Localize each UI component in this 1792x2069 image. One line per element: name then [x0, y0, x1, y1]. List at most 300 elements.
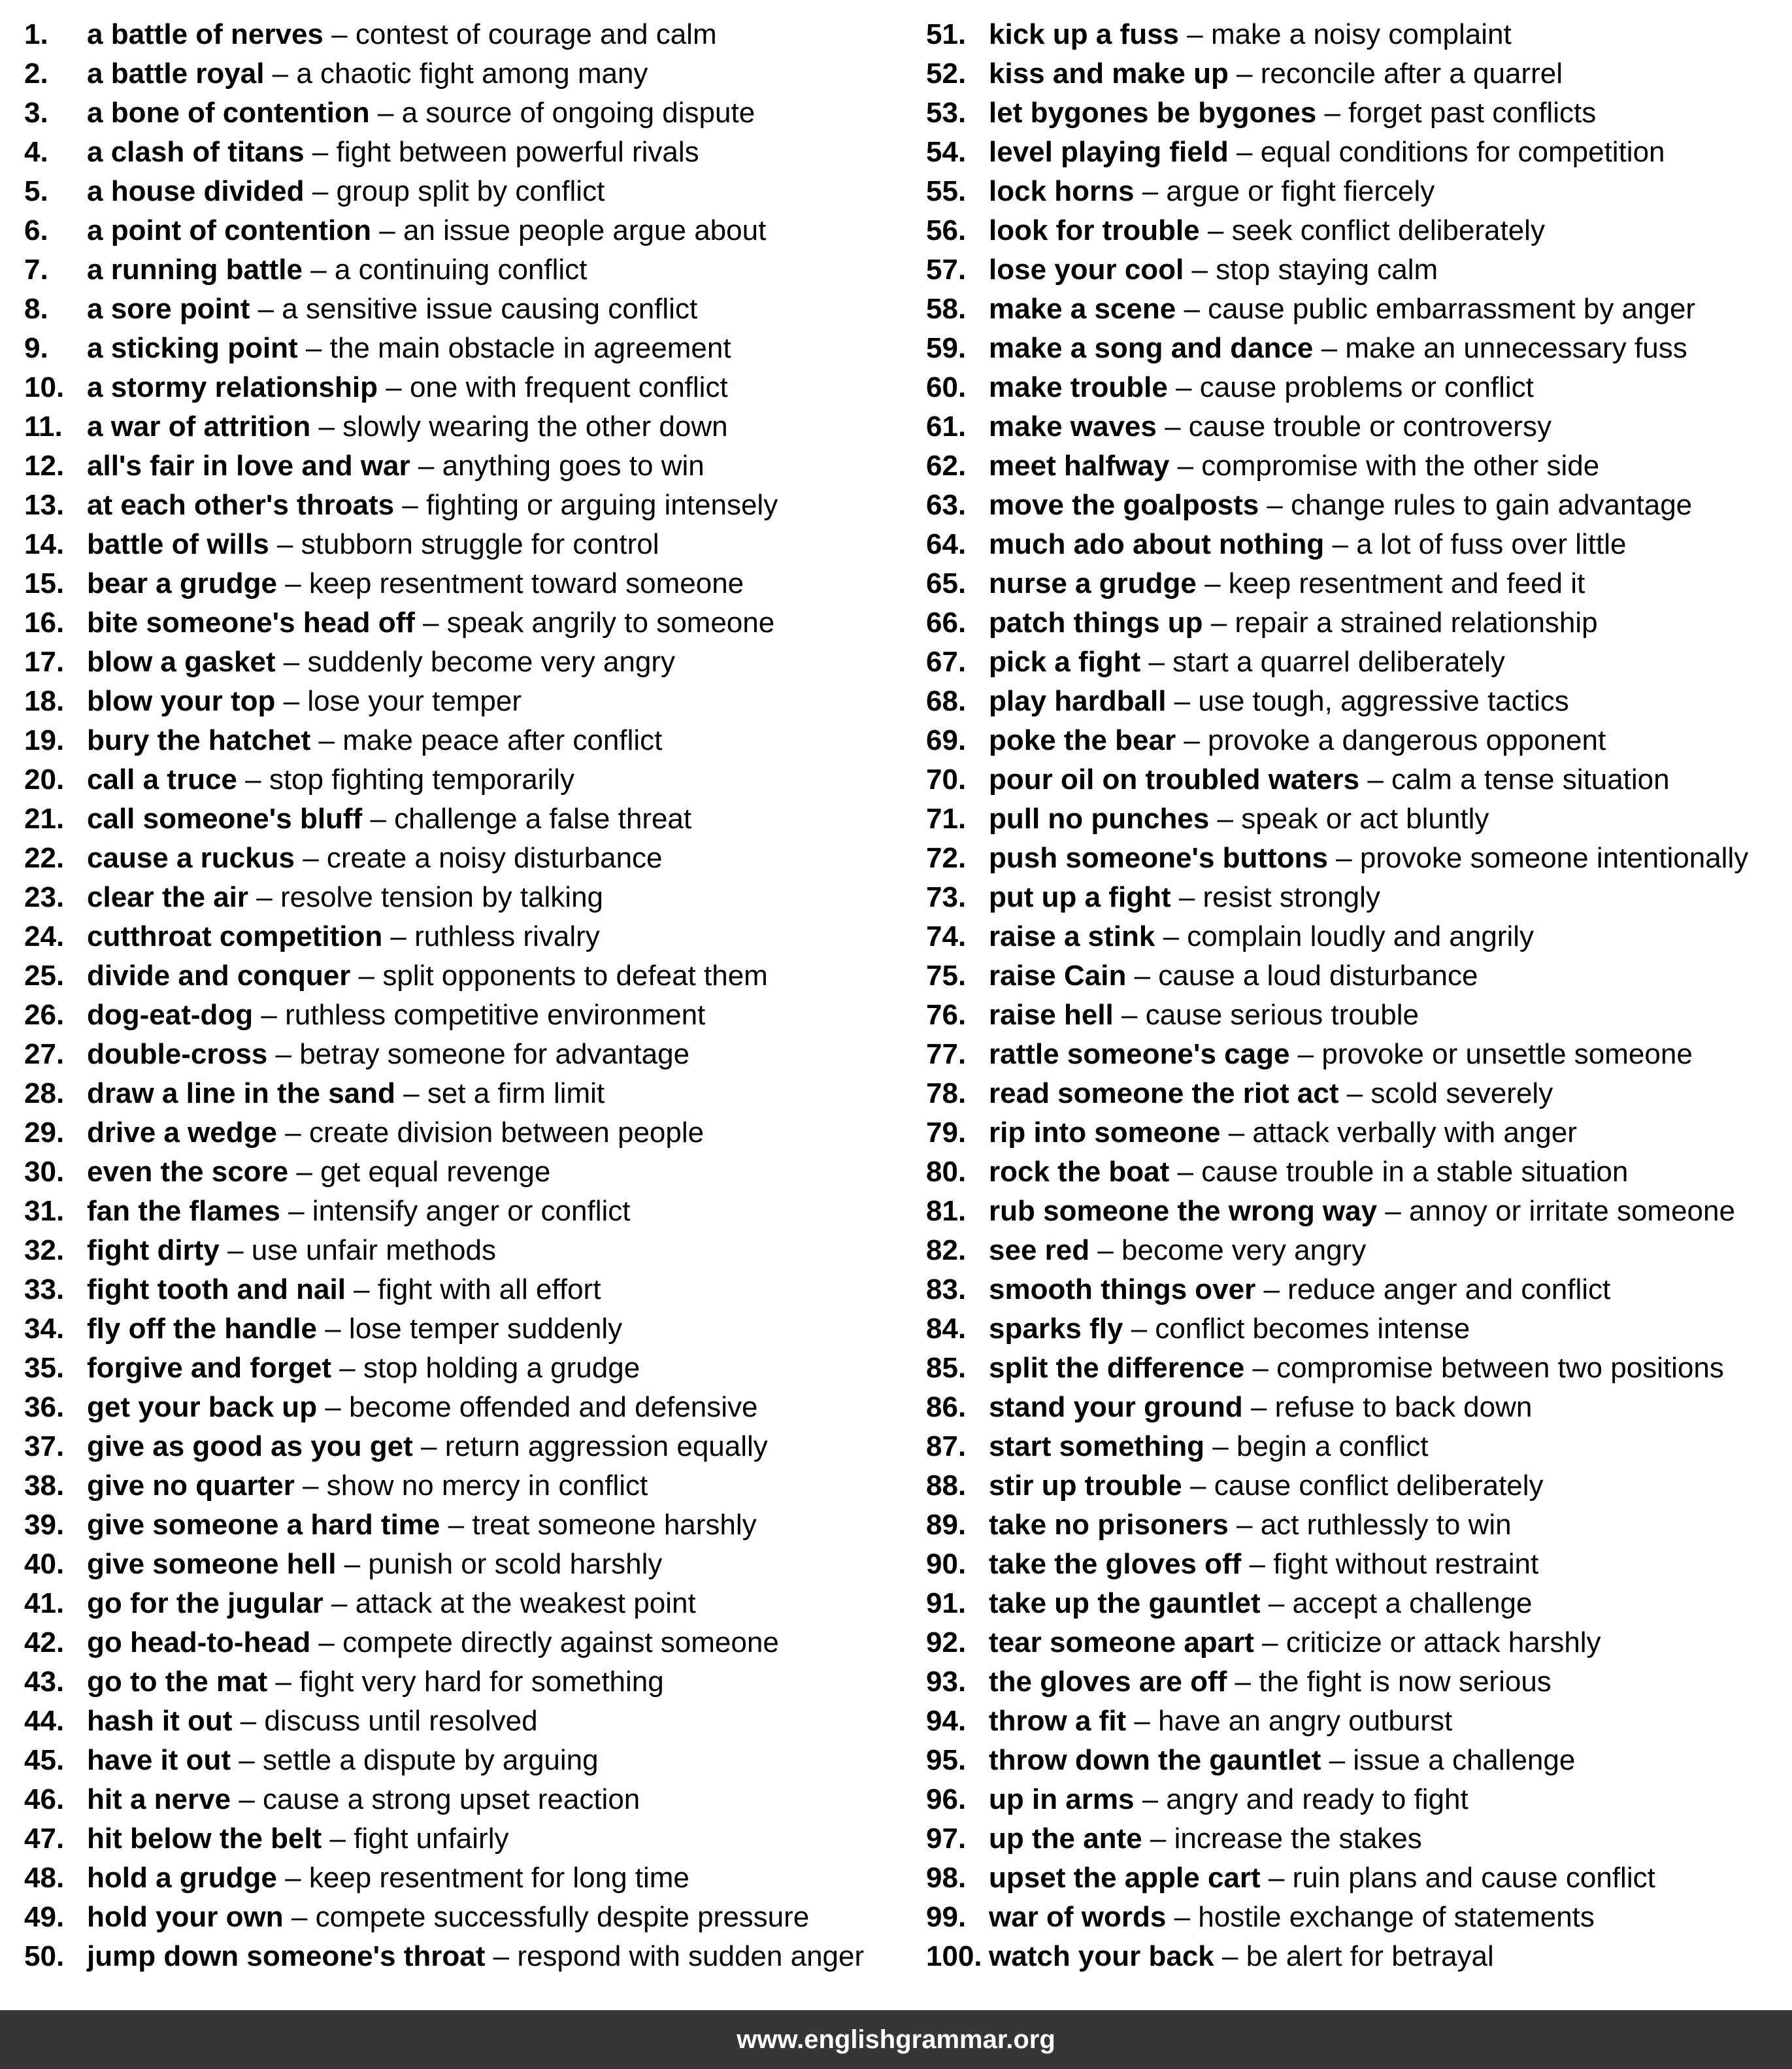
idiom-phrase: double-cross — [87, 1038, 268, 1070]
idiom-number: 9. — [24, 332, 48, 364]
idiom-entry — [989, 839, 1748, 878]
idiom-definition: have an angry outburst — [1158, 1705, 1453, 1737]
idiom-list-item — [24, 1623, 900, 1662]
idiom-definition: lose temper suddenly — [348, 1313, 623, 1345]
idiom-phrase: go head-to-head — [87, 1626, 311, 1658]
idiom-definition: cause trouble or controversy — [1188, 411, 1551, 443]
idiom-definition: fight very hard for something — [299, 1666, 664, 1698]
idiom-definition: use unfair methods — [251, 1234, 496, 1266]
idiom-entry — [989, 1388, 1532, 1427]
idiom-entry — [87, 1192, 630, 1231]
idiom-dash-separator: – — [371, 214, 403, 246]
idiom-phrase: up in arms — [989, 1783, 1135, 1815]
idiom-dash-separator: – — [1142, 1823, 1174, 1855]
idiom-number: 38. — [24, 1470, 65, 1502]
idiom-dash-separator: – — [231, 1783, 263, 1815]
idiom-definition: begin a conflict — [1236, 1430, 1429, 1462]
idiom-definition: create a noisy disturbance — [326, 842, 663, 874]
idiom-phrase: fly off the handle — [87, 1313, 317, 1345]
idiom-entry — [87, 996, 705, 1035]
idiom-entry — [989, 525, 1626, 564]
idiom-phrase: have it out — [87, 1744, 231, 1776]
idiom-list-item — [926, 1662, 1782, 1702]
idiom-number: 69. — [926, 724, 967, 756]
idiom-list-item — [926, 93, 1782, 133]
idiom-entry — [989, 1545, 1538, 1584]
idiom-dash-separator: – — [277, 1117, 309, 1149]
idiom-dash-separator: – — [1089, 1234, 1122, 1266]
idiom-definition: stubborn struggle for control — [301, 528, 659, 560]
idiom-list-item — [926, 368, 1782, 407]
idiom-list-item — [24, 760, 900, 799]
idiom-number: 17. — [24, 646, 65, 678]
idiom-list-item — [24, 839, 900, 878]
idiom-definition: betray someone for advantage — [299, 1038, 690, 1070]
idiom-dash-separator: – — [280, 1195, 312, 1227]
idiom-definition: start a quarrel deliberately — [1172, 646, 1505, 678]
idiom-entry — [989, 1662, 1551, 1702]
idiom-definition: show no mercy in conflict — [326, 1470, 648, 1502]
idiom-number: 45. — [24, 1744, 65, 1776]
idiom-definition: the main obstacle in agreement — [329, 332, 731, 364]
idiom-number: 15. — [24, 567, 65, 599]
idiom-dash-separator: – — [414, 607, 447, 639]
idiom-phrase: a sore point — [87, 293, 250, 325]
idiom-number: 95. — [926, 1744, 967, 1776]
idiom-number: 12. — [24, 450, 65, 482]
idiom-list-item — [24, 1859, 900, 1898]
idiom-list-item — [926, 15, 1782, 54]
idiom-list-item — [926, 1349, 1782, 1388]
idiom-entry — [87, 1231, 496, 1270]
idiom-entry — [87, 290, 697, 329]
idiom-phrase: split the difference — [989, 1352, 1245, 1384]
idiom-list-item — [24, 643, 900, 682]
idiom-dash-separator: – — [1214, 1940, 1246, 1972]
idiom-number: 16. — [24, 607, 65, 639]
idiom-phrase: drive a wedge — [87, 1117, 278, 1149]
idiom-number: 34. — [24, 1313, 65, 1345]
idiom-phrase: hold your own — [87, 1901, 284, 1933]
idiom-entry — [989, 446, 1599, 486]
idiom-number: 2. — [24, 58, 48, 90]
idiom-phrase: lose your cool — [989, 254, 1184, 286]
idiom-dash-separator: – — [1259, 489, 1291, 521]
idiom-list-item — [24, 1780, 900, 1819]
idiom-dash-separator: – — [1209, 803, 1242, 835]
idiom-phrase: give no quarter — [87, 1470, 295, 1502]
idiom-list-right-column — [926, 15, 1782, 1976]
idiom-definition: compromise with the other side — [1201, 450, 1600, 482]
idiom-definition: cause public embarrassment by anger — [1208, 293, 1696, 325]
idiom-phrase: call a truce — [87, 764, 237, 796]
idiom-list-item — [926, 1388, 1782, 1427]
idiom-number: 47. — [24, 1823, 65, 1855]
idiom-list-item — [926, 1074, 1782, 1113]
idiom-list-item — [24, 525, 900, 564]
idiom-entry — [989, 329, 1687, 368]
idiom-number: 61. — [926, 411, 967, 443]
idiom-phrase: hit below the belt — [87, 1823, 322, 1855]
idiom-definition: stop fighting temporarily — [269, 764, 574, 796]
idiom-list-item — [926, 1545, 1782, 1584]
idiom-entry — [989, 1898, 1595, 1937]
idiom-definition: lose your temper — [307, 685, 522, 717]
idiom-definition: act ruthlessly to win — [1260, 1509, 1512, 1541]
idiom-list-item — [926, 682, 1782, 721]
idiom-dash-separator: – — [1203, 607, 1235, 639]
idiom-phrase: throw a fit — [989, 1705, 1127, 1737]
idiom-entry — [989, 54, 1563, 93]
idiom-dash-separator: – — [267, 1038, 300, 1070]
idiom-dash-separator: – — [237, 764, 269, 796]
idiom-phrase: pull no punches — [989, 803, 1210, 835]
idiom-entry — [989, 1035, 1693, 1074]
idiom-number: 29. — [24, 1117, 65, 1149]
idiom-phrase: call someone's bluff — [87, 803, 363, 835]
idiom-list-item — [926, 1898, 1782, 1937]
idiom-number: 83. — [926, 1273, 967, 1305]
idiom-list-item — [926, 1780, 1782, 1819]
idiom-phrase: stand your ground — [989, 1391, 1243, 1423]
idiom-number: 24. — [24, 920, 65, 952]
idiom-list-item — [24, 1427, 900, 1466]
idiom-definition: fight with all effort — [377, 1273, 601, 1305]
idiom-list-item — [24, 1819, 900, 1859]
idiom-dash-separator: – — [253, 999, 286, 1031]
idiom-phrase: fight dirty — [87, 1234, 220, 1266]
idiom-phrase: draw a line in the sand — [87, 1077, 395, 1109]
idiom-dash-separator: – — [303, 254, 335, 286]
idiom-dash-separator: – — [1179, 18, 1211, 50]
idiom-phrase: a stormy relationship — [87, 371, 378, 403]
idiom-dash-separator: – — [1377, 1195, 1410, 1227]
idiom-entry — [87, 1898, 809, 1937]
idiom-phrase: much ado about nothing — [989, 528, 1325, 560]
idiom-phrase: make trouble — [989, 371, 1168, 403]
idiom-definition: anything goes to win — [442, 450, 705, 482]
idiom-list-item — [24, 917, 900, 956]
idiom-dash-separator: – — [485, 1940, 518, 1972]
idiom-phrase: rattle someone's cage — [989, 1038, 1290, 1070]
idiom-definition: group split by conflict — [336, 175, 605, 207]
idiom-phrase: give as good as you get — [87, 1430, 413, 1462]
idiom-phrase: give someone a hard time — [87, 1509, 440, 1541]
idiom-list-item — [926, 760, 1782, 799]
idiom-phrase: nurse a grudge — [989, 567, 1197, 599]
idiom-number: 46. — [24, 1783, 65, 1815]
idiom-phrase: lock horns — [989, 175, 1135, 207]
idiom-definition: use tough, aggressive tactics — [1198, 685, 1569, 717]
idiom-dash-separator: – — [310, 724, 343, 756]
idiom-entry — [87, 1309, 622, 1349]
idiom-dash-separator: – — [1228, 58, 1261, 90]
idiom-entry — [989, 956, 1478, 996]
idiom-dash-separator: – — [276, 567, 309, 599]
idiom-number: 49. — [24, 1901, 65, 1933]
idiom-definition: cause serious trouble — [1145, 999, 1419, 1031]
idiom-phrase: throw down the gauntlet — [989, 1744, 1321, 1776]
idiom-entry — [87, 1584, 696, 1623]
idiom-entry — [989, 603, 1598, 643]
footer-website-link[interactable]: www.englishgrammar.org — [737, 2025, 1055, 2054]
idiom-definition: a source of ongoing dispute — [401, 97, 755, 129]
idiom-phrase: pick a fight — [989, 646, 1141, 678]
idiom-list-item — [24, 1231, 900, 1270]
idiom-definition: change rules to gain advantage — [1291, 489, 1693, 521]
idiom-definition: increase the stakes — [1174, 1823, 1422, 1855]
idiom-number: 78. — [926, 1077, 967, 1109]
idiom-entry — [87, 721, 662, 760]
idiom-number: 39. — [24, 1509, 65, 1541]
idiom-phrase: blow your top — [87, 685, 276, 717]
idiom-list-item — [24, 1309, 900, 1349]
idiom-list-item — [24, 1270, 900, 1309]
idiom-phrase: kiss and make up — [989, 58, 1229, 90]
idiom-definition: equal conditions for competition — [1260, 136, 1665, 168]
idiom-dash-separator: – — [1199, 214, 1232, 246]
idiom-list-item — [926, 1035, 1782, 1074]
idiom-dash-separator: – — [1316, 97, 1349, 129]
idiom-phrase: move the goalposts — [989, 489, 1259, 521]
idiom-definition: issue a challenge — [1353, 1744, 1576, 1776]
idiom-number: 50. — [24, 1940, 65, 1972]
idiom-definition: be alert for betrayal — [1246, 1940, 1494, 1972]
idiom-dash-separator: – — [317, 1313, 349, 1345]
idiom-dash-separator: – — [1113, 999, 1146, 1031]
idiom-list-item — [24, 93, 900, 133]
idiom-phrase: rub someone the wrong way — [989, 1195, 1378, 1227]
idiom-dash-separator: – — [283, 1901, 316, 1933]
idiom-number: 42. — [24, 1626, 65, 1658]
idiom-dash-separator: – — [412, 1430, 445, 1462]
idiom-dash-separator: – — [294, 842, 327, 874]
idiom-entry — [989, 93, 1596, 133]
idiom-entry — [87, 643, 675, 682]
idiom-definition: cause trouble in a stable situation — [1201, 1156, 1629, 1188]
idiom-definition: become offended and defensive — [349, 1391, 758, 1423]
idiom-phrase: read someone the riot act — [989, 1077, 1339, 1109]
idiom-dash-separator: – — [1155, 920, 1187, 952]
idiom-phrase: raise Cain — [989, 960, 1127, 992]
idiom-dash-separator: – — [1321, 1744, 1353, 1776]
idiom-number: 57. — [926, 254, 967, 286]
idiom-phrase: up the ante — [989, 1823, 1142, 1855]
idiom-dash-separator: – — [269, 528, 301, 560]
idiom-entry — [87, 564, 744, 603]
idiom-definition: return aggression equally — [444, 1430, 768, 1462]
idiom-dash-separator: – — [410, 450, 442, 482]
idiom-dash-separator: – — [1260, 1862, 1293, 1894]
idiom-dash-separator: – — [1220, 1117, 1253, 1149]
idiom-phrase: give someone hell — [87, 1548, 337, 1580]
idiom-phrase: a running battle — [87, 254, 303, 286]
idiom-definition: cause a strong upset reaction — [263, 1783, 640, 1815]
idiom-number: 58. — [926, 293, 967, 325]
idiom-number: 94. — [926, 1705, 967, 1737]
idiom-number: 65. — [926, 567, 967, 599]
idiom-dash-separator: – — [323, 18, 356, 50]
idiom-number: 100. — [926, 1940, 982, 1972]
idiom-phrase: rip into someone — [989, 1117, 1221, 1149]
idiom-entry — [989, 250, 1438, 290]
idiom-list-item — [24, 368, 900, 407]
idiom-definition: set a firm limit — [427, 1077, 605, 1109]
idiom-definition: accept a challenge — [1292, 1587, 1533, 1619]
idiom-phrase: all's fair in love and war — [87, 450, 410, 482]
idiom-list-item — [926, 878, 1782, 917]
idiom-list-item — [926, 172, 1782, 211]
idiom-entry — [989, 1192, 1735, 1231]
idiom-definition: compete successfully despite pressure — [315, 1901, 810, 1933]
idiom-definition: discuss until resolved — [264, 1705, 538, 1737]
idiom-entry — [87, 1427, 768, 1466]
idiom-dash-separator: – — [1176, 724, 1208, 756]
idiom-phrase: take up the gauntlet — [989, 1587, 1261, 1619]
idiom-dash-separator: – — [264, 58, 297, 90]
idiom-entry — [87, 1859, 689, 1898]
idiom-dash-separator: – — [369, 97, 402, 129]
idiom-phrase: dog-eat-dog — [87, 999, 254, 1031]
idiom-phrase: a sticking point — [87, 332, 298, 364]
idiom-entry — [989, 486, 1692, 525]
idiom-definition: speak or act bluntly — [1241, 803, 1489, 835]
idiom-definition: slowly wearing the other down — [342, 411, 728, 443]
idiom-number: 59. — [926, 332, 967, 364]
idiom-definition: annoy or irritate someone — [1409, 1195, 1735, 1227]
idiom-definition: contest of courage and calm — [355, 18, 717, 50]
idiom-definition: attack at the weakest point — [355, 1587, 696, 1619]
idiom-dash-separator: – — [1260, 1587, 1293, 1619]
idiom-number: 48. — [24, 1862, 65, 1894]
idiom-entry — [989, 643, 1505, 682]
idiom-list-item — [926, 1584, 1782, 1623]
idiom-entry — [87, 1937, 864, 1976]
idiom-list-item — [24, 15, 900, 54]
idiom-definition: fight between powerful rivals — [336, 136, 699, 168]
idiom-entry — [87, 211, 766, 250]
idiom-dash-separator: – — [1123, 1313, 1155, 1345]
idiom-entry — [989, 1074, 1553, 1113]
idiom-number: 43. — [24, 1666, 65, 1698]
idiom-dash-separator: – — [1327, 842, 1360, 874]
idiom-dash-separator: – — [250, 293, 282, 325]
idiom-list-item — [926, 1113, 1782, 1152]
idiom-entry — [87, 1152, 550, 1192]
idiom-number: 44. — [24, 1705, 65, 1737]
idiom-definition: cause a loud disturbance — [1158, 960, 1478, 992]
idiom-list-item — [24, 211, 900, 250]
idiom-number: 72. — [926, 842, 967, 874]
idiom-phrase: make a song and dance — [989, 332, 1314, 364]
idiom-dash-separator: – — [1182, 1470, 1214, 1502]
idiom-definition: treat someone harshly — [472, 1509, 757, 1541]
idiom-phrase: push someone's buttons — [989, 842, 1328, 874]
idiom-list-item — [24, 1505, 900, 1545]
idiom-list-item — [24, 1074, 900, 1113]
idiom-definition: punish or scold harshly — [368, 1548, 663, 1580]
idiom-list-item — [926, 799, 1782, 839]
idiom-entry — [989, 564, 1585, 603]
idiom-entry — [989, 1427, 1429, 1466]
idiom-number: 26. — [24, 999, 65, 1031]
idiom-definition: an issue people argue about — [403, 214, 767, 246]
idiom-number: 84. — [926, 1313, 967, 1345]
idiom-phrase: a clash of titans — [87, 136, 305, 168]
idiom-entry — [989, 407, 1551, 446]
idiom-list-item — [926, 956, 1782, 996]
idiom-definition: one with frequent conflict — [409, 371, 728, 403]
idiom-list-item — [926, 407, 1782, 446]
idiom-list-item — [24, 1388, 900, 1427]
idiom-entry — [989, 1584, 1532, 1623]
idiom-list-item — [926, 564, 1782, 603]
idiom-phrase: fan the flames — [87, 1195, 280, 1227]
idiom-entry — [87, 917, 600, 956]
idiom-entry — [989, 760, 1670, 799]
idiom-definition: the fight is now serious — [1259, 1666, 1551, 1698]
idiom-number: 73. — [926, 881, 967, 913]
idiom-phrase: upset the apple cart — [989, 1862, 1261, 1894]
idiom-number: 32. — [24, 1234, 65, 1266]
idiom-list-item — [926, 250, 1782, 290]
idiom-definition: refuse to back down — [1274, 1391, 1533, 1423]
idiom-list-item — [926, 525, 1782, 564]
idiom-entry — [989, 682, 1569, 721]
idiom-list-item — [926, 839, 1782, 878]
idiom-definition: suddenly become very angry — [307, 646, 675, 678]
idiom-number: 36. — [24, 1391, 65, 1423]
idiom-definition: a sensitive issue causing conflict — [282, 293, 698, 325]
idiom-phrase: make waves — [989, 411, 1157, 443]
idiom-list-item — [24, 1741, 900, 1780]
idiom-definition: reconcile after a quarrel — [1260, 58, 1563, 90]
idiom-dash-separator: – — [294, 1470, 327, 1502]
idiom-entry — [87, 1035, 689, 1074]
idiom-list-item — [926, 643, 1782, 682]
idiom-dash-separator: – — [1241, 1548, 1274, 1580]
idiom-entry — [87, 1819, 508, 1859]
idiom-dash-separator: – — [288, 1156, 321, 1188]
idiom-phrase: bite someone's head off — [87, 607, 415, 639]
idiom-definition: provoke or unsettle someone — [1321, 1038, 1693, 1070]
idiom-phrase: go for the jugular — [87, 1587, 324, 1619]
idiom-entry — [87, 878, 603, 917]
idiom-phrase: hit a nerve — [87, 1783, 231, 1815]
idiom-entry — [87, 446, 705, 486]
idiom-entry — [989, 1937, 1494, 1976]
idiom-list-item — [926, 996, 1782, 1035]
idiom-dash-separator: – — [1338, 1077, 1371, 1109]
idiom-list-item — [926, 1427, 1782, 1466]
idiom-number: 91. — [926, 1587, 967, 1619]
idiom-phrase: rock the boat — [989, 1156, 1170, 1188]
idiom-dash-separator: – — [1176, 293, 1208, 325]
idiom-entry — [989, 290, 1695, 329]
idiom-dash-separator: – — [1227, 1666, 1259, 1698]
idiom-entry — [989, 878, 1380, 917]
idiom-phrase: see red — [989, 1234, 1090, 1266]
idiom-list-item — [926, 1859, 1782, 1898]
idiom-dash-separator: – — [1244, 1352, 1277, 1384]
idiom-dash-separator: – — [267, 1666, 300, 1698]
idiom-entry — [87, 525, 659, 564]
idiom-definition: calm a tense situation — [1391, 764, 1670, 796]
idiom-dash-separator: – — [378, 371, 410, 403]
idiom-number: 41. — [24, 1587, 65, 1619]
idiom-number: 88. — [926, 1470, 967, 1502]
idiom-number: 71. — [926, 803, 967, 835]
